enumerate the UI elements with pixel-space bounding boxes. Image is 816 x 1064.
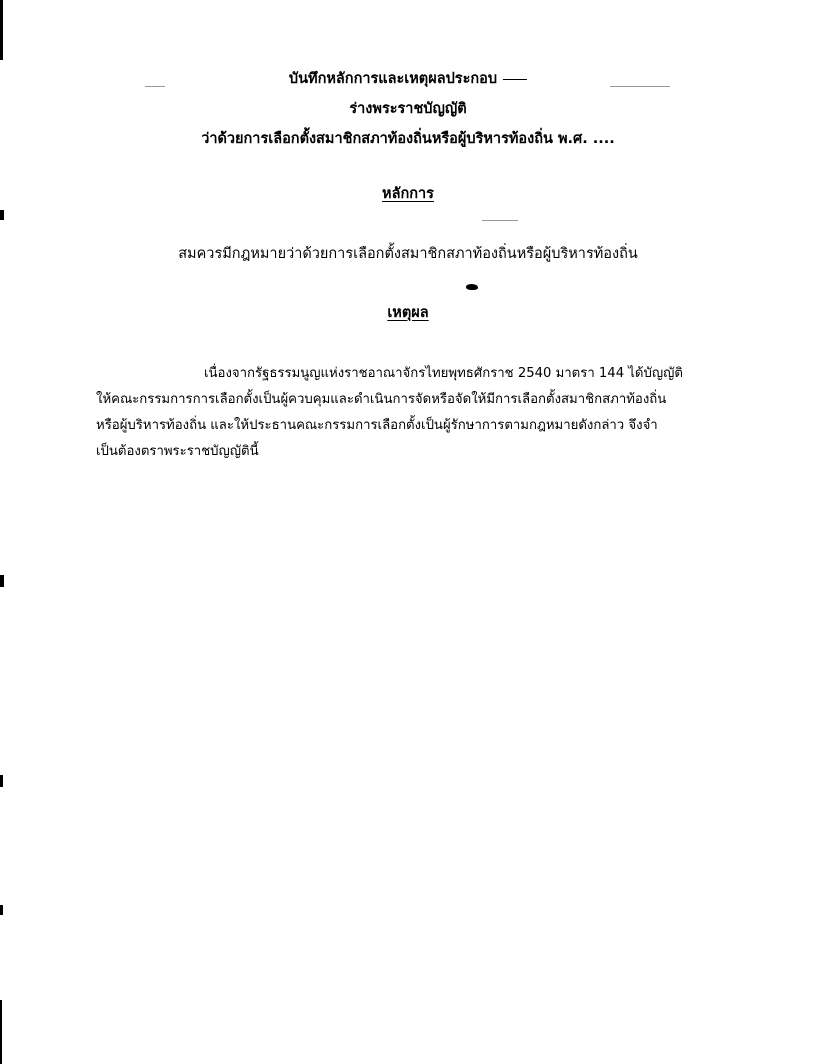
reason-line: หรือผู้บริหารท้องถิ่น และให้ประธานคณะกรรมการเลือกตั้งเป็นผู้รักษาการตามกฎหมายดังกล่าว จึงจำ: [96, 418, 658, 433]
reason-line: เป็นต้องตราพระราชบัญญัตินี้: [96, 444, 259, 459]
reason-paragraph: [96, 361, 720, 465]
bill-title: ร่างพระราชบัญญัติ: [349, 101, 467, 117]
scan-edge-mark: [0, 905, 3, 915]
memo-title: [0, 69, 816, 89]
scan-edge-mark: [0, 1000, 2, 1064]
reason-line: เนื่องจากรัฐธรรมนูญแห่งราชอาณาจักรไทยพุทธศักราช 2540 มาตรา 144 ได้บัญญัติ: [204, 366, 683, 381]
ink-blot: [466, 284, 478, 290]
principle-heading: หลักการ: [382, 186, 434, 202]
scan-edge-mark: [0, 210, 4, 220]
scan-edge-mark: [0, 0, 3, 60]
scan-edge-mark: [0, 575, 4, 587]
title-dash: [503, 79, 527, 80]
bill-subject: ว่าด้วยการเลือกตั้งสมาชิกสภาท้องถิ่นหรือผู้บริหารท้องถิ่น พ.ศ. ....: [201, 131, 615, 147]
reason-line: ให้คณะกรรมการการเลือกตั้งเป็นผู้ควบคุมและดำเนินการจัดหรือจัดให้มีการเลือกตั้งสมาชิกสภาท้องถิ่น: [96, 392, 667, 407]
scan-speck: [482, 220, 518, 221]
reason-heading: เหตุผล: [387, 305, 429, 321]
principle-text: สมควรมีกฎหมายว่าด้วยการเลือกตั้งสมาชิกสภาท้องถิ่นหรือผู้บริหารท้องถิ่น: [178, 246, 638, 262]
memo-title-text: บันทึกหลักการและเหตุผลประกอบ: [288, 71, 498, 87]
scan-edge-mark: [0, 775, 3, 787]
